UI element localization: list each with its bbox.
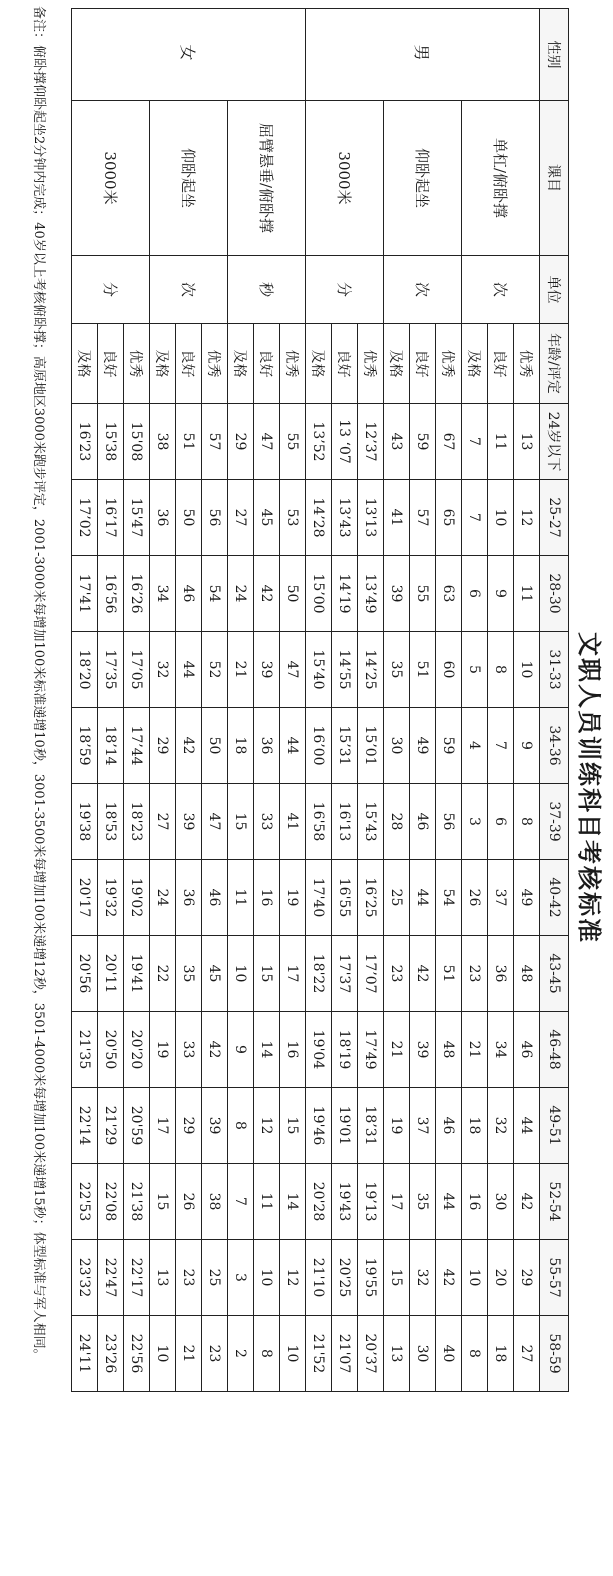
value-cell: 25 bbox=[384, 860, 410, 936]
table-row bbox=[514, 9, 540, 1392]
value-cell: 19'43 bbox=[332, 1164, 358, 1240]
value-cell: 17’07 bbox=[358, 936, 384, 1012]
value-cell: 50 bbox=[202, 708, 228, 784]
value-cell: 12 bbox=[254, 1088, 280, 1164]
value-cell: 19 bbox=[384, 1088, 410, 1164]
value-cell: 26 bbox=[176, 1164, 202, 1240]
value-cell: 27 bbox=[150, 784, 176, 860]
value-cell: 18 bbox=[462, 1088, 488, 1164]
value-cell: 44 bbox=[410, 860, 436, 936]
value-cell: 21'35 bbox=[72, 1012, 98, 1088]
value-cell: 13 ‘07 bbox=[332, 404, 358, 480]
level-cell: 良好 bbox=[176, 324, 202, 404]
value-cell: 55 bbox=[410, 556, 436, 632]
value-cell: 18'23 bbox=[124, 784, 150, 860]
value-cell: 51 bbox=[176, 404, 202, 480]
value-cell: 21 bbox=[228, 632, 254, 708]
value-cell: 26 bbox=[462, 860, 488, 936]
value-cell: 9 bbox=[514, 708, 540, 784]
value-cell: 15’01 bbox=[358, 708, 384, 784]
value-cell: 9 bbox=[488, 556, 514, 632]
value-cell: 20'25 bbox=[332, 1240, 358, 1316]
header-gender: 性别 bbox=[540, 9, 569, 101]
value-cell: 13’49 bbox=[358, 556, 384, 632]
value-cell: 15’40 bbox=[306, 632, 332, 708]
value-cell: 56 bbox=[202, 480, 228, 556]
value-cell: 15 bbox=[280, 1088, 306, 1164]
value-cell: 15’31 bbox=[332, 708, 358, 784]
header-unit: 单位 bbox=[540, 256, 569, 324]
value-cell: 21'07 bbox=[332, 1316, 358, 1392]
value-cell: 12 bbox=[514, 480, 540, 556]
value-cell: 16’26 bbox=[124, 556, 150, 632]
value-cell: 17'37 bbox=[332, 936, 358, 1012]
value-cell: 16’17 bbox=[98, 480, 124, 556]
value-cell: 23'26 bbox=[98, 1316, 124, 1392]
level-cell: 及格 bbox=[150, 324, 176, 404]
value-cell: 46 bbox=[410, 784, 436, 860]
value-cell: 11 bbox=[254, 1164, 280, 1240]
header-age: 25-27 bbox=[540, 480, 569, 556]
value-cell: 49 bbox=[410, 708, 436, 784]
subject-cell: 3000米 bbox=[306, 101, 384, 256]
subject-cell: 仰卧起坐 bbox=[384, 101, 462, 256]
value-cell: 16’56 bbox=[98, 556, 124, 632]
value-cell: 19'38 bbox=[72, 784, 98, 860]
value-cell: 19'55 bbox=[358, 1240, 384, 1316]
value-cell: 13 bbox=[514, 404, 540, 480]
value-cell: 17 bbox=[280, 936, 306, 1012]
value-cell: 42 bbox=[436, 1240, 462, 1316]
value-cell: 14’19 bbox=[332, 556, 358, 632]
level-cell: 及格 bbox=[306, 324, 332, 404]
level-cell: 良好 bbox=[98, 324, 124, 404]
value-cell: 45 bbox=[254, 480, 280, 556]
value-cell: 50 bbox=[176, 480, 202, 556]
value-cell: 24'11 bbox=[72, 1316, 98, 1392]
unit-cell: 次 bbox=[462, 256, 540, 324]
value-cell: 42 bbox=[254, 556, 280, 632]
value-cell: 44 bbox=[176, 632, 202, 708]
header-age: 43-45 bbox=[540, 936, 569, 1012]
value-cell: 36 bbox=[150, 480, 176, 556]
value-cell: 20'50 bbox=[98, 1012, 124, 1088]
value-cell: 17’02 bbox=[72, 480, 98, 556]
value-cell: 14 bbox=[254, 1012, 280, 1088]
value-cell: 42 bbox=[176, 708, 202, 784]
value-cell: 13’52 bbox=[306, 404, 332, 480]
value-cell: 13'13 bbox=[358, 480, 384, 556]
value-cell: 15'08 bbox=[124, 404, 150, 480]
value-cell: 47 bbox=[280, 632, 306, 708]
value-cell: 21 bbox=[384, 1012, 410, 1088]
value-cell: 34 bbox=[488, 1012, 514, 1088]
value-cell: 22'14 bbox=[72, 1088, 98, 1164]
value-cell: 51 bbox=[436, 936, 462, 1012]
value-cell: 16'23 bbox=[72, 404, 98, 480]
value-cell: 14’55 bbox=[332, 632, 358, 708]
value-cell: 12 bbox=[280, 1240, 306, 1316]
value-cell: 46 bbox=[202, 860, 228, 936]
value-cell: 44 bbox=[436, 1164, 462, 1240]
value-cell: 19'01 bbox=[332, 1088, 358, 1164]
value-cell: 15 bbox=[228, 784, 254, 860]
unit-cell: 次 bbox=[150, 256, 228, 324]
value-cell: 15 bbox=[384, 1240, 410, 1316]
value-cell: 15'38 bbox=[98, 404, 124, 480]
header-age: 34-36 bbox=[540, 708, 569, 784]
value-cell: 30 bbox=[410, 1316, 436, 1392]
value-cell: 52 bbox=[202, 632, 228, 708]
value-cell: 39 bbox=[254, 632, 280, 708]
value-cell: 14’25 bbox=[358, 632, 384, 708]
value-cell: 21 bbox=[462, 1012, 488, 1088]
value-cell: 54 bbox=[202, 556, 228, 632]
unit-cell: 秒 bbox=[228, 256, 306, 324]
value-cell: 60 bbox=[436, 632, 462, 708]
value-cell: 65 bbox=[436, 480, 462, 556]
value-cell: 36 bbox=[488, 936, 514, 1012]
level-cell: 优秀 bbox=[358, 324, 384, 404]
value-cell: 54 bbox=[436, 860, 462, 936]
value-cell: 40 bbox=[436, 1316, 462, 1392]
value-cell: 5 bbox=[462, 632, 488, 708]
value-cell: 15 bbox=[150, 1164, 176, 1240]
value-cell: 16'13 bbox=[332, 784, 358, 860]
subject-cell: 3000米 bbox=[72, 101, 150, 256]
value-cell: 21'38 bbox=[124, 1164, 150, 1240]
value-cell: 20’37 bbox=[358, 1316, 384, 1392]
header-age: 58-59 bbox=[540, 1316, 569, 1392]
value-cell: 13 bbox=[150, 1240, 176, 1316]
level-cell: 及格 bbox=[384, 324, 410, 404]
value-cell: 22'53 bbox=[72, 1164, 98, 1240]
gender-cell: 女 bbox=[72, 9, 306, 101]
value-cell: 27 bbox=[228, 480, 254, 556]
value-cell: 35 bbox=[384, 632, 410, 708]
value-cell: 19'02 bbox=[124, 860, 150, 936]
header-age: 55-57 bbox=[540, 1240, 569, 1316]
remarks-note: 备注：俯卧撑仰卧起坐2分钟内完成；40岁以上考核俯卧撑；高原地区3000米跑步评定，2001-3000米每增加100米标准递增10秒，3001-3500米每增加100米递增12秒，3501-4000米每增加100米递增15秒；体型标准与军人相同。 bbox=[31, 6, 46, 1362]
value-cell: 24 bbox=[150, 860, 176, 936]
value-cell: 32 bbox=[150, 632, 176, 708]
value-cell: 16’00 bbox=[306, 708, 332, 784]
value-cell: 46 bbox=[176, 556, 202, 632]
table-row bbox=[280, 9, 306, 1392]
value-cell: 29 bbox=[228, 404, 254, 480]
level-cell: 及格 bbox=[462, 324, 488, 404]
value-cell: 19'41 bbox=[124, 936, 150, 1012]
value-cell: 48 bbox=[436, 1012, 462, 1088]
value-cell: 37 bbox=[410, 1088, 436, 1164]
value-cell: 20'17 bbox=[72, 860, 98, 936]
header-age: 52-54 bbox=[540, 1164, 569, 1240]
value-cell: 11 bbox=[514, 556, 540, 632]
value-cell: 20'20 bbox=[124, 1012, 150, 1088]
table-row bbox=[436, 9, 462, 1392]
value-cell: 14 bbox=[280, 1164, 306, 1240]
value-cell: 59 bbox=[436, 708, 462, 784]
value-cell: 13’43 bbox=[332, 480, 358, 556]
value-cell: 53 bbox=[280, 480, 306, 556]
value-cell: 19'32 bbox=[98, 860, 124, 936]
value-cell: 7 bbox=[228, 1164, 254, 1240]
value-cell: 32 bbox=[410, 1240, 436, 1316]
header-age: 31-33 bbox=[540, 632, 569, 708]
value-cell: 23 bbox=[462, 936, 488, 1012]
level-cell: 优秀 bbox=[202, 324, 228, 404]
level-cell: 良好 bbox=[254, 324, 280, 404]
value-cell: 18 bbox=[228, 708, 254, 784]
value-cell: 3 bbox=[462, 784, 488, 860]
value-cell: 44 bbox=[514, 1088, 540, 1164]
value-cell: 15'47 bbox=[124, 480, 150, 556]
value-cell: 21'29 bbox=[98, 1088, 124, 1164]
value-cell: 22'56 bbox=[124, 1316, 150, 1392]
header-age: 40-42 bbox=[540, 860, 569, 936]
value-cell: 10 bbox=[280, 1316, 306, 1392]
value-cell: 25 bbox=[202, 1240, 228, 1316]
value-cell: 20'59 bbox=[124, 1088, 150, 1164]
value-cell: 11 bbox=[228, 860, 254, 936]
value-cell: 19'04 bbox=[306, 1012, 332, 1088]
value-cell: 11 bbox=[488, 404, 514, 480]
value-cell: 63 bbox=[436, 556, 462, 632]
level-cell: 及格 bbox=[72, 324, 98, 404]
level-cell: 优秀 bbox=[280, 324, 306, 404]
value-cell: 33 bbox=[254, 784, 280, 860]
value-cell: 29 bbox=[514, 1240, 540, 1316]
value-cell: 19'46 bbox=[306, 1088, 332, 1164]
value-cell: 16 bbox=[462, 1164, 488, 1240]
value-cell: 8 bbox=[228, 1088, 254, 1164]
value-cell: 14’28 bbox=[306, 480, 332, 556]
value-cell: 45 bbox=[202, 936, 228, 1012]
value-cell: 15’00 bbox=[306, 556, 332, 632]
value-cell: 18'53 bbox=[98, 784, 124, 860]
value-cell: 55 bbox=[280, 404, 306, 480]
value-cell: 39 bbox=[384, 556, 410, 632]
unit-cell: 分 bbox=[306, 256, 384, 324]
value-cell: 8 bbox=[488, 632, 514, 708]
value-cell: 39 bbox=[176, 784, 202, 860]
subject-cell: 屈臂悬垂/俯卧撑 bbox=[228, 101, 306, 256]
value-cell: 21'52 bbox=[306, 1316, 332, 1392]
document-title: 文职人员训练科目考核标准 bbox=[575, 632, 603, 944]
value-cell: 17’35 bbox=[98, 632, 124, 708]
value-cell: 21'10 bbox=[306, 1240, 332, 1316]
value-cell: 23 bbox=[384, 936, 410, 1012]
standards-table bbox=[71, 8, 569, 1392]
level-cell: 及格 bbox=[228, 324, 254, 404]
value-cell: 17'40 bbox=[306, 860, 332, 936]
value-cell: 57 bbox=[410, 480, 436, 556]
value-cell: 3 bbox=[228, 1240, 254, 1316]
value-cell: 18'19 bbox=[332, 1012, 358, 1088]
value-cell: 17’49 bbox=[358, 1012, 384, 1088]
header-age: 28-30 bbox=[540, 556, 569, 632]
level-cell: 良好 bbox=[332, 324, 358, 404]
unit-cell: 次 bbox=[384, 256, 462, 324]
value-cell: 47 bbox=[254, 404, 280, 480]
value-cell: 39 bbox=[202, 1088, 228, 1164]
value-cell: 7 bbox=[488, 708, 514, 784]
value-cell: 23 bbox=[176, 1240, 202, 1316]
level-cell: 良好 bbox=[410, 324, 436, 404]
subject-cell: 单杠/俯卧撑 bbox=[462, 101, 540, 256]
value-cell: 50 bbox=[280, 556, 306, 632]
value-cell: 39 bbox=[410, 1012, 436, 1088]
value-cell: 8 bbox=[514, 784, 540, 860]
value-cell: 59 bbox=[410, 404, 436, 480]
value-cell: 38 bbox=[150, 404, 176, 480]
value-cell: 13 bbox=[384, 1316, 410, 1392]
value-cell: 21 bbox=[176, 1316, 202, 1392]
value-cell: 20'56 bbox=[72, 936, 98, 1012]
value-cell: 10 bbox=[150, 1316, 176, 1392]
value-cell: 36 bbox=[176, 860, 202, 936]
value-cell: 42 bbox=[514, 1164, 540, 1240]
value-cell: 49 bbox=[514, 860, 540, 936]
value-cell: 46 bbox=[436, 1088, 462, 1164]
value-cell: 23'32 bbox=[72, 1240, 98, 1316]
value-cell: 42 bbox=[410, 936, 436, 1012]
header-subject: 课目 bbox=[540, 101, 569, 256]
value-cell: 16’25 bbox=[358, 860, 384, 936]
value-cell: 20'28 bbox=[306, 1164, 332, 1240]
value-cell: 23 bbox=[202, 1316, 228, 1392]
gender-cell: 男 bbox=[306, 9, 540, 101]
value-cell: 47 bbox=[202, 784, 228, 860]
value-cell: 10 bbox=[514, 632, 540, 708]
value-cell: 2 bbox=[228, 1316, 254, 1392]
value-cell: 17’05 bbox=[124, 632, 150, 708]
value-cell: 19’13 bbox=[358, 1164, 384, 1240]
value-cell: 32 bbox=[488, 1088, 514, 1164]
value-cell: 36 bbox=[254, 708, 280, 784]
value-cell: 44 bbox=[280, 708, 306, 784]
value-cell: 10 bbox=[462, 1240, 488, 1316]
value-cell: 18 bbox=[488, 1316, 514, 1392]
value-cell: 48 bbox=[514, 936, 540, 1012]
value-cell: 33 bbox=[176, 1012, 202, 1088]
value-cell: 22'08 bbox=[98, 1164, 124, 1240]
value-cell: 17 bbox=[384, 1164, 410, 1240]
value-cell: 15 bbox=[254, 936, 280, 1012]
value-cell: 12’37 bbox=[358, 404, 384, 480]
value-cell: 22'47 bbox=[98, 1240, 124, 1316]
value-cell: 51 bbox=[410, 632, 436, 708]
level-cell: 良好 bbox=[488, 324, 514, 404]
value-cell: 9 bbox=[228, 1012, 254, 1088]
header-age: 37-39 bbox=[540, 784, 569, 860]
value-cell: 18’31 bbox=[358, 1088, 384, 1164]
value-cell: 20'11 bbox=[98, 936, 124, 1012]
value-cell: 35 bbox=[176, 936, 202, 1012]
value-cell: 35 bbox=[410, 1164, 436, 1240]
value-cell: 67 bbox=[436, 404, 462, 480]
value-cell: 18’20 bbox=[72, 632, 98, 708]
value-cell: 10 bbox=[228, 936, 254, 1012]
value-cell: 16 bbox=[254, 860, 280, 936]
value-cell: 18’14 bbox=[98, 708, 124, 784]
value-cell: 18’59 bbox=[72, 708, 98, 784]
value-cell: 27 bbox=[514, 1316, 540, 1392]
value-cell: 6 bbox=[462, 556, 488, 632]
table-row bbox=[202, 9, 228, 1392]
header-age: 49-51 bbox=[540, 1088, 569, 1164]
value-cell: 38 bbox=[202, 1164, 228, 1240]
value-cell: 37 bbox=[488, 860, 514, 936]
value-cell: 22'17 bbox=[124, 1240, 150, 1316]
value-cell: 7 bbox=[462, 404, 488, 480]
value-cell: 29 bbox=[150, 708, 176, 784]
value-cell: 30 bbox=[384, 708, 410, 784]
value-cell: 20 bbox=[488, 1240, 514, 1316]
value-cell: 17 bbox=[150, 1088, 176, 1164]
value-cell: 56 bbox=[436, 784, 462, 860]
level-cell: 优秀 bbox=[124, 324, 150, 404]
value-cell: 41 bbox=[280, 784, 306, 860]
table-row bbox=[358, 9, 384, 1392]
value-cell: 57 bbox=[202, 404, 228, 480]
value-cell: 10 bbox=[488, 480, 514, 556]
value-cell: 16'55 bbox=[332, 860, 358, 936]
header-row bbox=[540, 9, 569, 1392]
value-cell: 8 bbox=[254, 1316, 280, 1392]
level-cell: 优秀 bbox=[514, 324, 540, 404]
value-cell: 17'41 bbox=[72, 556, 98, 632]
value-cell: 7 bbox=[462, 480, 488, 556]
header-age: 24岁以下 bbox=[540, 404, 569, 480]
level-cell: 优秀 bbox=[436, 324, 462, 404]
value-cell: 10 bbox=[254, 1240, 280, 1316]
subject-cell: 仰卧起坐 bbox=[150, 101, 228, 256]
value-cell: 29 bbox=[176, 1088, 202, 1164]
header-level: 年龄/评定 bbox=[540, 324, 569, 404]
value-cell: 16 bbox=[280, 1012, 306, 1088]
value-cell: 19 bbox=[280, 860, 306, 936]
value-cell: 22 bbox=[150, 936, 176, 1012]
value-cell: 8 bbox=[462, 1316, 488, 1392]
value-cell: 46 bbox=[514, 1012, 540, 1088]
table-row bbox=[124, 9, 150, 1392]
value-cell: 17’44 bbox=[124, 708, 150, 784]
value-cell: 30 bbox=[488, 1164, 514, 1240]
value-cell: 28 bbox=[384, 784, 410, 860]
header-age: 46-48 bbox=[540, 1012, 569, 1088]
unit-cell: 分 bbox=[72, 256, 150, 324]
value-cell: 4 bbox=[462, 708, 488, 784]
value-cell: 41 bbox=[384, 480, 410, 556]
value-cell: 18'22 bbox=[306, 936, 332, 1012]
value-cell: 16'58 bbox=[306, 784, 332, 860]
value-cell: 15’43 bbox=[358, 784, 384, 860]
value-cell: 19 bbox=[150, 1012, 176, 1088]
value-cell: 6 bbox=[488, 784, 514, 860]
value-cell: 24 bbox=[228, 556, 254, 632]
value-cell: 42 bbox=[202, 1012, 228, 1088]
value-cell: 43 bbox=[384, 404, 410, 480]
value-cell: 34 bbox=[150, 556, 176, 632]
